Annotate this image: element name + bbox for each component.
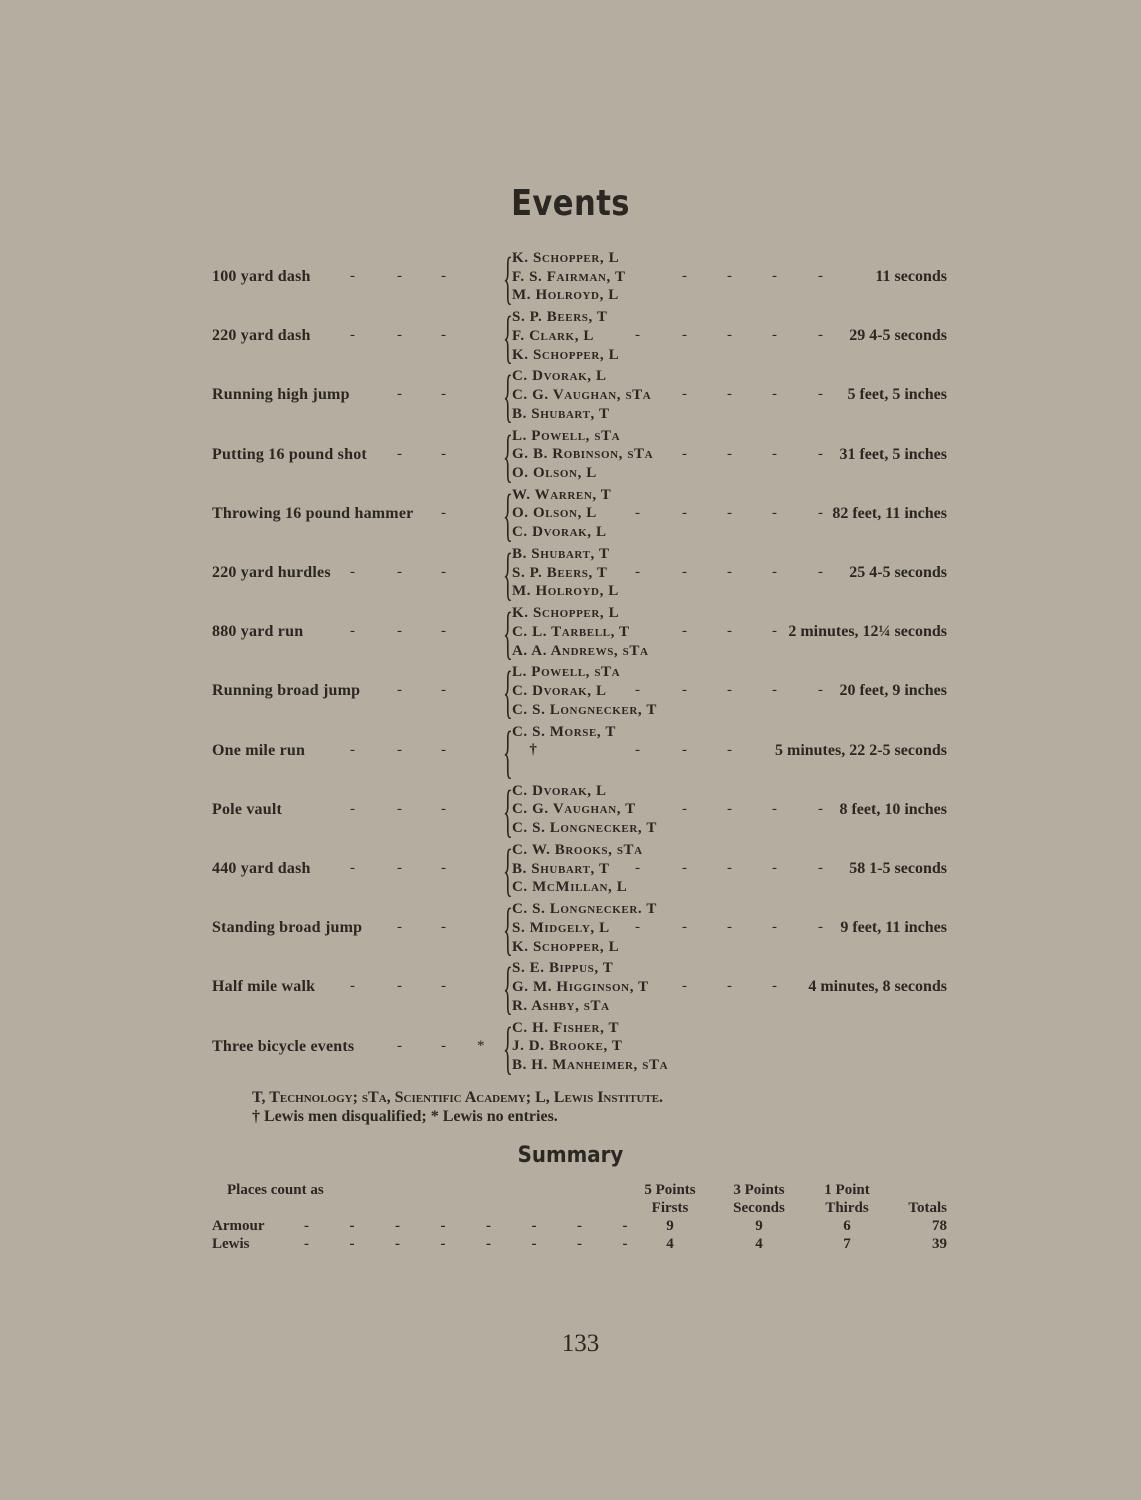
leader-dash: - bbox=[397, 623, 402, 640]
leader-dash: - bbox=[727, 741, 732, 758]
winner-2: S. P. Beers, T bbox=[512, 564, 608, 581]
winner-1: C. Dvorak, L bbox=[512, 782, 607, 799]
page-number: 133 bbox=[561, 1330, 600, 1357]
event-result: 5 minutes, 22 2-5 seconds bbox=[774, 741, 947, 759]
team-name: Lewis bbox=[212, 1236, 250, 1252]
leader-dash: - bbox=[635, 327, 640, 344]
winner-1: C. Dvorak, L bbox=[512, 368, 607, 385]
event-result: 31 feet, 5 inches bbox=[839, 445, 947, 463]
leader-dash: - bbox=[727, 386, 732, 403]
leader-dash: - bbox=[772, 978, 777, 995]
event-row bbox=[0, 837, 1141, 902]
event-name: One mile run bbox=[212, 741, 306, 759]
leader-dash: - bbox=[441, 978, 446, 995]
leader-dash: - bbox=[441, 1037, 446, 1054]
leader-dash: - bbox=[682, 860, 687, 876]
leader-dash: - bbox=[397, 564, 402, 580]
leader-dash: - bbox=[350, 268, 355, 284]
team-score: 7 bbox=[843, 1236, 851, 1252]
leader-dash: - bbox=[772, 919, 777, 936]
event-name: 220 yard dash bbox=[212, 327, 311, 345]
legend-notes: † Lewis men disqualified; * Lewis no entries. bbox=[252, 1108, 558, 1125]
brace: { bbox=[503, 718, 513, 784]
leader-dash: - bbox=[818, 268, 823, 284]
column-points: 3 Points bbox=[733, 1182, 785, 1198]
leader-dash: - bbox=[395, 1218, 400, 1234]
place-winners bbox=[512, 545, 619, 601]
winner-2: J. D. Brooke, T bbox=[512, 1038, 623, 1055]
leader-dash: - bbox=[395, 1236, 400, 1252]
place-winners bbox=[512, 249, 626, 305]
leader-dash: - bbox=[397, 741, 402, 758]
leader-dash: - bbox=[818, 564, 823, 580]
winner-3: C. Dvorak, L bbox=[512, 524, 607, 541]
leader-dash: - bbox=[818, 860, 823, 876]
event-row bbox=[0, 777, 1141, 843]
leader-dash: - bbox=[441, 623, 446, 640]
winner-2: G. M. Higginson, T bbox=[512, 979, 649, 996]
event-row bbox=[0, 422, 1141, 488]
winner-1: C. S. Longnecker. T bbox=[512, 901, 657, 918]
event-result: 25 4-5 seconds bbox=[849, 564, 947, 581]
leader-dash: - bbox=[818, 504, 823, 521]
event-row bbox=[0, 718, 1141, 784]
leader-dash: - bbox=[397, 1037, 402, 1054]
event-name: 440 yard dash bbox=[212, 860, 311, 877]
winner-2: C. Dvorak, L bbox=[512, 683, 607, 700]
winner-2: B. Shubart, T bbox=[512, 860, 610, 877]
brace: { bbox=[503, 304, 513, 370]
leader-dash: - bbox=[397, 860, 402, 876]
event-name: Putting 16 pound shot bbox=[212, 445, 367, 463]
winner-1: K. Schopper, L bbox=[512, 605, 620, 622]
brace: { bbox=[503, 245, 513, 310]
brace: { bbox=[503, 777, 513, 843]
leader-dash: - bbox=[682, 268, 687, 284]
event-row bbox=[0, 955, 1141, 1021]
winner-1: W. Warren, T bbox=[512, 486, 612, 503]
leader-dash: - bbox=[772, 327, 777, 344]
winner-2: F. Clark, L bbox=[512, 327, 595, 344]
leader-dash: - bbox=[397, 268, 402, 284]
winner-3: A. A. Andrews, sTa bbox=[512, 642, 649, 659]
leader-dash: - bbox=[397, 445, 402, 462]
place-winners bbox=[512, 308, 619, 364]
team-name: Armour bbox=[212, 1218, 265, 1234]
leader-dash: - bbox=[350, 741, 355, 758]
place-winners bbox=[512, 841, 643, 897]
team-score: 6 bbox=[843, 1218, 851, 1234]
team-score: 4 bbox=[755, 1236, 763, 1252]
leader-dash: - bbox=[397, 386, 402, 403]
leader-dash: - bbox=[622, 1236, 628, 1252]
place-winners bbox=[512, 723, 616, 779]
leader-dash: - bbox=[397, 327, 402, 344]
leader-dash: - bbox=[727, 504, 732, 521]
leader-dash: - bbox=[727, 623, 732, 640]
brace: { bbox=[503, 896, 513, 962]
event-result: 8 feet, 10 inches bbox=[839, 800, 947, 818]
leader-dash: - bbox=[635, 564, 640, 580]
event-name: 220 yard hurdles bbox=[212, 564, 331, 581]
leader-dash: - bbox=[577, 1236, 582, 1252]
leader-dash: - bbox=[818, 682, 823, 699]
event-row bbox=[0, 481, 1141, 547]
leader-dash: - bbox=[531, 1218, 537, 1234]
leader-dash: - bbox=[350, 860, 355, 876]
event-name: Three bicycle events bbox=[212, 1037, 355, 1055]
winner-3 bbox=[512, 760, 616, 779]
winner-2: C. G. Vaughan, T bbox=[512, 801, 636, 818]
event-result: 5 feet, 5 inches bbox=[847, 386, 947, 404]
leader-dash: - bbox=[350, 978, 355, 995]
leader-dash: - bbox=[441, 682, 446, 699]
leader-dash: - bbox=[486, 1218, 491, 1234]
winner-3: B. H. Manheimer, sTa bbox=[512, 1056, 669, 1073]
event-name: 880 yard run bbox=[212, 623, 304, 641]
leader-dash: - bbox=[441, 268, 446, 284]
winner-1: S. E. Bippus, T bbox=[512, 960, 614, 977]
team-score: 78 bbox=[932, 1218, 947, 1234]
brace: { bbox=[503, 363, 513, 429]
event-row bbox=[0, 1014, 1141, 1080]
leader-dash: - bbox=[350, 623, 355, 640]
winner-1: L. Powell, sTa bbox=[512, 427, 621, 444]
leader-dash: - bbox=[772, 564, 777, 580]
event-name: Standing broad jump bbox=[212, 919, 363, 937]
brace: { bbox=[503, 600, 513, 666]
leader-dash: - bbox=[441, 564, 446, 580]
event-result: 2 minutes, 12¼ seconds bbox=[788, 623, 947, 641]
event-row bbox=[0, 896, 1141, 962]
leader-dash: - bbox=[486, 1236, 491, 1252]
leader-dash: - bbox=[441, 800, 446, 817]
leader-dash: - bbox=[682, 504, 687, 521]
leader-dash: - bbox=[350, 327, 355, 344]
leader-dash: - bbox=[682, 623, 687, 640]
leader-dash: - bbox=[635, 682, 640, 699]
team-score: 4 bbox=[666, 1236, 674, 1252]
leader-dash: - bbox=[397, 682, 402, 699]
leader-dash: - bbox=[349, 1236, 355, 1252]
event-row bbox=[0, 363, 1141, 429]
event-result: 82 feet, 11 inches bbox=[832, 504, 947, 522]
leader-dash: - bbox=[635, 919, 640, 936]
place-winners bbox=[512, 1019, 668, 1075]
leader-dash: - bbox=[682, 978, 687, 995]
event-result: 9 feet, 11 inches bbox=[840, 919, 947, 937]
event-result: 20 feet, 9 inches bbox=[839, 682, 947, 700]
leader-dash: - bbox=[727, 919, 732, 936]
leader-dash: - bbox=[441, 919, 446, 936]
leader-dash: - bbox=[818, 800, 823, 817]
leader-dash: - bbox=[682, 800, 687, 817]
winner-2: S. Midgely, L bbox=[512, 919, 610, 936]
place-winners bbox=[512, 782, 657, 838]
summary-title: Summary bbox=[517, 1143, 624, 1168]
leader-dash: - bbox=[635, 504, 640, 521]
team-score: 9 bbox=[666, 1218, 674, 1234]
leader-dash: - bbox=[441, 445, 446, 462]
team-score: 39 bbox=[932, 1236, 947, 1252]
event-row bbox=[0, 245, 1141, 310]
column-header: Firsts bbox=[651, 1200, 689, 1216]
event-name: Running high jump bbox=[212, 386, 350, 404]
leader-dash: - bbox=[727, 800, 732, 817]
leader-dash: - bbox=[531, 1236, 537, 1252]
winner-2: † bbox=[512, 742, 538, 759]
leader-dash: - bbox=[727, 860, 732, 876]
leader-dash: - bbox=[682, 386, 687, 403]
leader-dash: - bbox=[682, 919, 687, 936]
brace: { bbox=[503, 541, 513, 606]
winner-3: C. S. Longnecker, T bbox=[512, 701, 657, 718]
leader-dash: - bbox=[304, 1218, 309, 1234]
leader-dash: - bbox=[682, 327, 687, 344]
winner-2: G. B. Robinson, sTa bbox=[512, 446, 654, 463]
leader-dash: - bbox=[440, 1236, 446, 1252]
winner-3: O. Olson, L bbox=[512, 464, 597, 481]
event-row bbox=[0, 541, 1141, 606]
leader-dash: - bbox=[304, 1236, 309, 1252]
event-name: 100 yard dash bbox=[212, 268, 311, 285]
event-result: 58 1-5 seconds bbox=[849, 860, 947, 877]
winner-3: C. McMillan, L bbox=[512, 879, 628, 896]
event-row bbox=[0, 304, 1141, 370]
leader-dash: - bbox=[440, 1218, 446, 1234]
leader-dash: - bbox=[772, 860, 777, 876]
winner-3: M. Holroyd, L bbox=[512, 583, 619, 600]
winner-3: K. Schopper, L bbox=[512, 346, 620, 363]
leader-dash: - bbox=[772, 445, 777, 462]
winner-3: M. Holroyd, L bbox=[512, 287, 619, 304]
place-winners bbox=[512, 959, 649, 1015]
place-winners bbox=[512, 604, 649, 660]
column-points: 1 Point bbox=[824, 1182, 870, 1198]
legend-abbreviations: T, Technology; sTa, Scientific Academy; L, Lewis Institute. bbox=[252, 1089, 664, 1106]
leader-dash: - bbox=[635, 741, 640, 758]
leader-dash: - bbox=[682, 445, 687, 462]
leader-dash: - bbox=[727, 978, 732, 995]
event-name: Running broad jump bbox=[212, 682, 361, 700]
event-result: 29 4-5 seconds bbox=[849, 327, 947, 345]
leader-dash: - bbox=[682, 682, 687, 699]
leader-dash: - bbox=[349, 1218, 355, 1234]
brace: { bbox=[503, 659, 513, 725]
leader-dash: - bbox=[441, 386, 446, 403]
winner-1: L. Powell, sTa bbox=[512, 664, 621, 681]
leader-dash: - bbox=[772, 504, 777, 521]
event-row bbox=[0, 659, 1141, 725]
places-count-label: Places count as bbox=[227, 1182, 324, 1198]
brace: { bbox=[503, 837, 513, 902]
winner-1: C. W. Brooks, sTa bbox=[512, 842, 643, 858]
column-points: 5 Points bbox=[644, 1182, 696, 1198]
brace: { bbox=[503, 422, 513, 488]
brace: { bbox=[503, 481, 513, 547]
leader-dash: - bbox=[727, 445, 732, 462]
leader-dash: - bbox=[441, 741, 446, 758]
place-winners bbox=[512, 367, 651, 423]
place-winners bbox=[512, 427, 653, 483]
leader-dash: - bbox=[397, 978, 402, 995]
leader-dash: - bbox=[350, 564, 355, 580]
leader-dash: - bbox=[818, 386, 823, 403]
event-name: Throwing 16 pound hammer bbox=[212, 504, 414, 522]
winner-2: C. L. Tarbell, T bbox=[512, 623, 630, 640]
leader-dash: - bbox=[772, 623, 777, 640]
event-result: 4 minutes, 8 seconds bbox=[808, 978, 947, 996]
leader-dash: - bbox=[397, 800, 402, 817]
leader-dash: - bbox=[350, 800, 355, 817]
leader-dash: - bbox=[635, 860, 640, 876]
column-header: Seconds bbox=[733, 1200, 785, 1216]
leader-dash: - bbox=[682, 741, 687, 758]
event-result: 11 seconds bbox=[875, 268, 947, 285]
winner-1: S. P. Beers, T bbox=[512, 309, 608, 326]
winner-1: B. Shubart, T bbox=[512, 546, 610, 562]
leader-dash: - bbox=[727, 268, 732, 284]
leader-dash: - bbox=[727, 327, 732, 344]
leader-dash: - bbox=[441, 504, 446, 521]
leader-dash: - bbox=[772, 268, 777, 284]
winner-3: C. S. Longnecker, T bbox=[512, 820, 657, 837]
leader-dash: - bbox=[818, 445, 823, 462]
column-header: Totals bbox=[908, 1200, 947, 1216]
leader-dash: - bbox=[622, 1218, 628, 1234]
column-header: Thirds bbox=[825, 1200, 869, 1216]
winner-3: K. Schopper, L bbox=[512, 938, 620, 955]
leader-dash: - bbox=[577, 1218, 582, 1234]
leader-dash: - bbox=[441, 860, 446, 876]
winner-2: O. Olson, L bbox=[512, 505, 597, 522]
no-entries-mark: * bbox=[477, 1037, 485, 1054]
leader-dash: - bbox=[818, 327, 823, 344]
brace: { bbox=[503, 955, 513, 1021]
legend bbox=[252, 1088, 663, 1126]
leader-dash: - bbox=[772, 386, 777, 403]
event-name: Pole vault bbox=[212, 800, 282, 818]
winner-1: C. S. Morse, T bbox=[512, 723, 616, 740]
place-winners bbox=[512, 486, 611, 542]
winner-2: C. G. Vaughan, sTa bbox=[512, 387, 652, 404]
leader-dash: - bbox=[682, 564, 687, 580]
page-title: Events bbox=[511, 183, 630, 224]
brace: { bbox=[503, 1014, 513, 1080]
winner-1: C. H. Fisher, T bbox=[512, 1019, 620, 1036]
team-score: 9 bbox=[755, 1218, 763, 1234]
leader-dash: - bbox=[818, 919, 823, 936]
leader-dash: - bbox=[397, 919, 402, 936]
event-row bbox=[0, 600, 1141, 666]
leader-dash: - bbox=[772, 682, 777, 699]
winner-1: K. Schopper, L bbox=[512, 250, 620, 266]
event-name: Half mile walk bbox=[212, 978, 316, 996]
leader-dash: - bbox=[727, 682, 732, 699]
leader-dash: - bbox=[772, 800, 777, 817]
winner-3: B. Shubart, T bbox=[512, 405, 610, 422]
leader-dash: - bbox=[441, 327, 446, 344]
winner-3: R. Ashby, sTa bbox=[512, 997, 610, 1014]
winner-2: F. S. Fairman, T bbox=[512, 268, 626, 285]
leader-dash: - bbox=[727, 564, 732, 580]
